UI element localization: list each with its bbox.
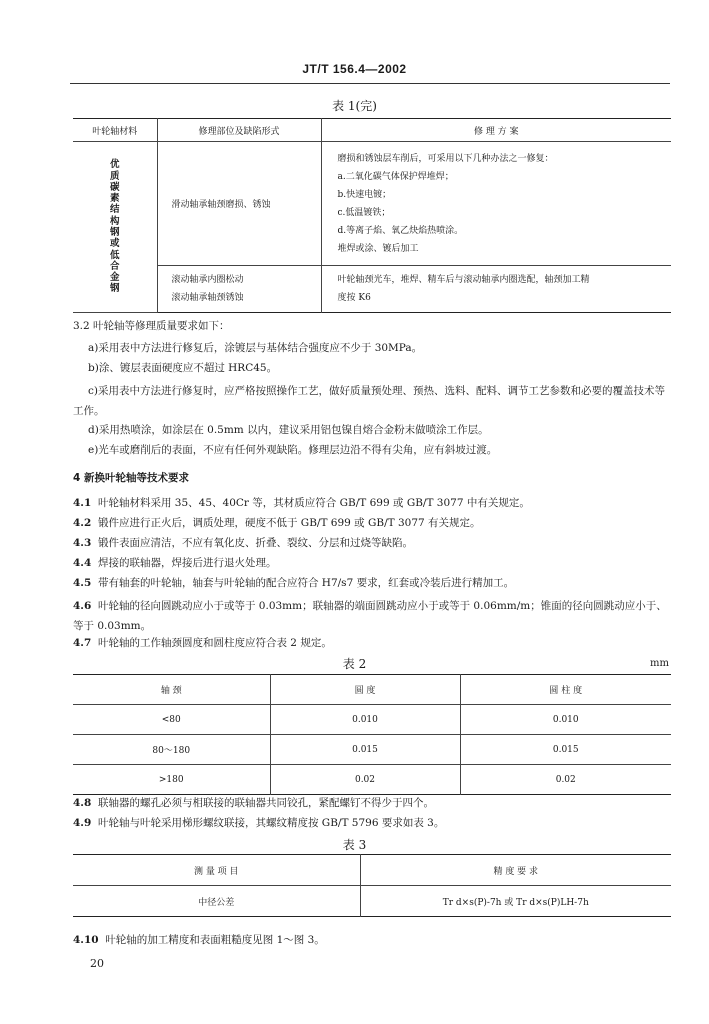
section-3-2-item: a)采用表中方法进行修复后，涂镀层与基体结合强度应不少于 30MPa。 <box>88 342 423 354</box>
section-4-item <box>73 556 276 571</box>
table1-scheme-cell <box>321 266 671 313</box>
table3 <box>73 854 671 917</box>
table1-row <box>73 142 671 266</box>
item-number: 4.8 <box>73 797 92 809</box>
section-4-heading: 4 新换叶轮轴等技术要求 <box>73 472 189 484</box>
item-text: 叶轮轴材料采用 35、45、40Cr 等，其材质应符合 GB/T 699 或 GB/T 3077 中有关规定。 <box>97 497 530 509</box>
table1-col-defect: 修理部位及缺陷形式 <box>157 119 321 142</box>
table2-col-roundness: 圆 度 <box>270 675 460 705</box>
table1-col-material: 叶轮轴材料 <box>73 119 157 142</box>
section-3-2-item: b)涂、镀层表面硬度应不超过 HRC45。 <box>88 362 278 374</box>
scheme-line: b.快速电镀； <box>337 190 392 200</box>
scheme-line: c.低温镀铁； <box>337 208 391 218</box>
item-text: 叶轮轴的工作轴颈圆度和圆柱度应符合表 2 规定。 <box>97 637 332 649</box>
section-4-item <box>73 816 444 831</box>
table2-cell: 0.010 <box>460 705 671 735</box>
table1-col-scheme: 修 理 方 案 <box>321 119 671 142</box>
table1-scheme-cell <box>321 142 671 266</box>
section-4-item <box>73 636 332 651</box>
item-number: 4.10 <box>73 934 99 946</box>
table2-header-row <box>73 675 671 705</box>
table3-header-row <box>73 855 671 886</box>
standard-header: JT/T 156.4—2002 <box>302 62 407 76</box>
scheme-line: d.等离子焰、氧乙炔焰热喷涂。 <box>337 226 464 236</box>
table2-col-journal: 轴 颈 <box>73 675 270 705</box>
table2-cell: 0.02 <box>460 765 671 795</box>
item-number: 4.1 <box>73 497 92 509</box>
item-number: 4.5 <box>73 577 92 589</box>
item-number: 4.9 <box>73 817 92 829</box>
defect-line: 滚动轴承轴颈锈蚀 <box>171 293 244 303</box>
table2-cell: 0.015 <box>270 735 460 765</box>
table2-caption: 表 2 <box>342 657 367 671</box>
table3-cell: 中径公差 <box>73 886 360 917</box>
page-number: 20 <box>90 957 104 970</box>
scheme-line: 堆焊或涂、镀后加工 <box>337 244 419 254</box>
table2-row <box>73 705 671 735</box>
item-text: 叶轮轴的加工精度和表面粗糙度见图 1～图 3。 <box>105 934 325 946</box>
table2-unit: mm <box>650 658 669 669</box>
table2-cell: 0.015 <box>460 735 671 765</box>
item-text: 锻件表面应清洁，不应有氧化皮、折叠、裂纹、分层和过烧等缺陷。 <box>97 537 413 549</box>
table3-row <box>73 886 671 917</box>
header-rule <box>70 83 670 84</box>
table2-cell: 0.010 <box>270 705 460 735</box>
table3-col-item: 测 量 项 目 <box>73 855 360 886</box>
item-text: 叶轮轴与叶轮采用梯形螺纹联接，其螺纹精度按 GB/T 5796 要求如表 3。 <box>97 817 445 829</box>
section-3-2-item: e)光车或磨削后的表面，不应有任何外观缺陷。修理层边沿不得有尖角，应有斜坡过渡。 <box>88 444 498 456</box>
table1-defect-cell <box>157 266 321 313</box>
table2-col-cylindricity: 圆 柱 度 <box>460 675 671 705</box>
section-4-item <box>73 536 413 551</box>
section-4-item <box>73 576 514 591</box>
table2-row <box>73 735 671 765</box>
table3-caption: 表 3 <box>342 838 367 852</box>
item-text: 联轴器的螺孔必须与相联接的联轴器共同铰孔，紧配螺钉不得少于四个。 <box>97 797 434 809</box>
item-text: 带有轴套的叶轮轴，轴套与叶轮轴的配合应符合 H7/s7 要求，红套或冷装后进行精加工。 <box>97 577 515 589</box>
table2-row <box>73 765 671 795</box>
item-number: 4.4 <box>73 557 92 569</box>
table1 <box>73 118 671 313</box>
section-3-2-heading: 3.2 叶轮轴等修理质量要求如下： <box>73 320 230 332</box>
section-4-item <box>73 516 481 531</box>
item-number: 4.3 <box>73 537 92 549</box>
section-4-item <box>73 596 669 636</box>
scheme-line: 磨损和锈蚀层车削后，可采用以下几种办法之一修复： <box>337 154 554 164</box>
table1-defect-cell: 滑动轴承轴颈磨损、锈蚀 <box>157 142 321 266</box>
table1-caption: 表 1(完) <box>332 99 377 113</box>
table3-cell: Tr d×s(P)-7h 或 Tr d×s(P)LH-7h <box>360 886 671 917</box>
item-number: 4.7 <box>73 637 92 649</box>
item-text: 锻件应进行正火后，调质处理，硬度不低于 GB/T 699 或 GB/T 3077 有关规定。 <box>97 517 481 529</box>
scheme-line: 度按 K6 <box>337 293 371 303</box>
table2-cell: <80 <box>73 705 270 735</box>
scheme-line: 叶轮轴颈光车，堆焊、精车后与滚动轴承内圈选配，轴颈加工精 <box>337 275 590 285</box>
item-number: 4.6 <box>73 600 92 612</box>
section-3-2-item: d)采用热喷涂，如涂层在 0.5mm 以内，建议采用铝包镍自熔合金粉末做喷涂工作层。 <box>88 424 489 436</box>
table2-cell: 0.02 <box>270 765 460 795</box>
table1-material-cell <box>73 142 157 313</box>
table2-cell: >180 <box>73 765 270 795</box>
table3-col-precision: 精 度 要 求 <box>360 855 671 886</box>
table2 <box>73 674 671 795</box>
section-4-item <box>73 496 530 511</box>
section-4-item <box>73 933 325 948</box>
table1-material-text: 优质碳素结构钢或低合金钢 <box>109 159 120 295</box>
table1-header-row <box>73 119 671 142</box>
item-number: 4.2 <box>73 517 92 529</box>
item-text: 叶轮轴的径向圆跳动应小于或等于 0.03mm；联轴器的端面圆跳动应小于或等于 0.06mm/m；锥面的径向圆跳动应小于、等于 0.03mm。 <box>73 600 667 632</box>
table1-row <box>73 266 671 313</box>
item-text: 焊接的联轴器，焊接后进行退火处理。 <box>97 557 277 569</box>
section-4-item <box>73 796 434 811</box>
scheme-line: a.二氧化碳气体保护焊堆焊； <box>337 172 454 182</box>
section-3-2-item: c)采用表中方法进行修复时，应严格按照操作工艺，做好质量预处理、预热、选料、配料、调节工艺参数和必要的覆盖技术等工作。 <box>73 385 665 417</box>
defect-line: 滚动轴承内圈松动 <box>171 275 244 285</box>
table2-cell: 80～180 <box>73 735 270 765</box>
